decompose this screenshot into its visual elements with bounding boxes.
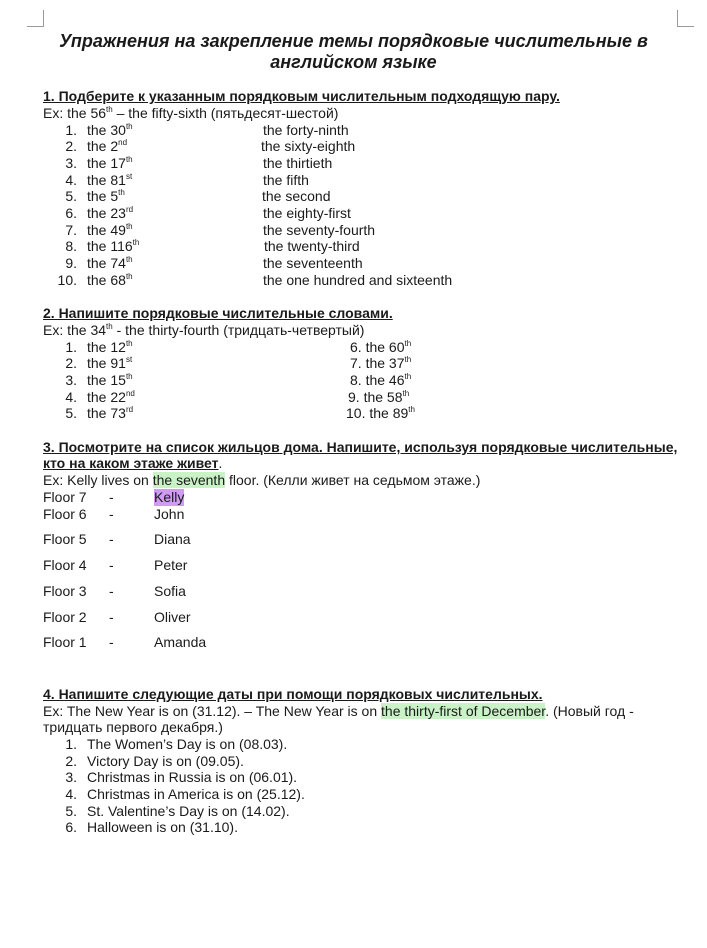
ordinal-number: the 5th: [87, 188, 125, 204]
floor-dash: -: [109, 489, 114, 505]
list-number: 2.: [65, 753, 77, 769]
ordinal-number: the 12th: [87, 339, 133, 355]
floor-label: Floor 3: [43, 583, 87, 599]
ordinal-word-match: the seventeenth: [263, 255, 363, 271]
ordinal-number: the 15th: [87, 372, 133, 388]
date-sentence: Victory Day is on (09.05).: [87, 753, 244, 769]
ordinal-word-match: the seventy-fourth: [263, 222, 376, 238]
ordinal-word-match: the thirtieth: [263, 155, 333, 171]
exercise-1-heading: 1. Подберите к указанным порядковым числительным подходящую пару.: [43, 88, 560, 104]
list-number: 1.: [65, 339, 77, 355]
ordinal-word-match: the second: [262, 188, 331, 204]
highlighted-answer: the thirty-first of December: [381, 703, 546, 719]
exercise-4-heading: 4. Напишите следующие даты при помощи порядковых числительных.: [43, 686, 543, 702]
ordinal-number: 9. the 58th: [348, 389, 410, 405]
floor-label: Floor 4: [43, 557, 87, 573]
date-sentence: St. Valentine’s Day is on (14.02).: [87, 803, 290, 819]
ordinal-number: the 49th: [87, 222, 133, 238]
ordinal-number: the 74th: [87, 255, 133, 271]
list-number: 2.: [65, 138, 77, 154]
floor-dash: -: [109, 583, 114, 599]
exercise-1-example: Ex: the 56th – the fifty-sixth (пятьдесят-шестой): [43, 105, 339, 121]
ordinal-number: 6. the 60th: [350, 339, 412, 355]
list-number: 7.: [65, 222, 77, 238]
date-sentence: Halloween is on (31.10).: [87, 819, 238, 835]
ordinal-number: the 68th: [87, 272, 133, 288]
ordinal-number: 8. the 46th: [350, 372, 412, 388]
exercise-4-example-line2: тридцать первого декабря.): [43, 719, 223, 735]
floor-label: Floor 7: [43, 489, 87, 505]
list-number: 6.: [65, 205, 77, 221]
list-number: 5.: [65, 405, 77, 421]
floor-dash: -: [109, 506, 114, 522]
list-number: 4.: [65, 172, 77, 188]
exercise-2-heading: 2. Напишите порядковые числительные словами.: [43, 305, 393, 321]
exercise-3-example: Ex: Kelly lives on the seventh floor. (Келли живет на седьмом этаже.): [43, 472, 481, 488]
resident-name: Sofia: [154, 583, 186, 599]
page-title-line1: Упражнения на закрепление темы порядковые числительные в: [59, 31, 648, 51]
ordinal-number: the 81st: [87, 172, 133, 188]
page-title-line2: английском языке: [270, 52, 437, 72]
exercise-3-heading-line2: кто на каком этаже живет.: [43, 455, 223, 471]
list-number: 1.: [65, 122, 77, 138]
exercise-2-example: Ex: the 34th - the thirty-fourth (тридцать-четвертый): [43, 322, 365, 338]
ordinal-word-match: the twenty-third: [264, 238, 360, 254]
ordinal-number: the 91st: [87, 355, 133, 371]
ordinal-number: the 73rd: [87, 405, 134, 421]
ordinal-number: 10. the 89th: [346, 405, 415, 421]
resident-name: John: [154, 506, 185, 522]
date-sentence: Christmas in Russia is on (06.01).: [87, 769, 298, 785]
floor-label: Floor 1: [43, 634, 87, 650]
floor-dash: -: [109, 557, 114, 573]
resident-name: Diana: [154, 531, 191, 547]
list-number: 6.: [65, 819, 77, 835]
list-number: 1.: [65, 736, 77, 752]
ordinal-number: the 116th: [87, 238, 140, 254]
floor-dash: -: [109, 531, 114, 547]
list-number: 3.: [65, 155, 77, 171]
floor-dash: -: [109, 634, 114, 650]
list-number: 5.: [65, 803, 77, 819]
resident-name: Peter: [154, 557, 188, 573]
ordinal-word-match: the sixty-eighth: [261, 138, 356, 154]
floor-label: Floor 5: [43, 531, 87, 547]
list-number: 3.: [65, 769, 77, 785]
date-sentence: Christmas in America is on (25.12).: [87, 786, 305, 802]
exercise-3-heading-line1: 3. Посмотрите на список жильцов дома. Напишите, используя порядковые числительные,: [43, 439, 678, 455]
ordinal-number: 7. the 37th: [350, 355, 412, 371]
resident-name: Oliver: [154, 609, 191, 625]
highlighted-answer: the seventh: [152, 472, 226, 488]
crop-mark-left: [27, 10, 44, 27]
ordinal-number: the 22nd: [87, 389, 135, 405]
list-number: 5.: [65, 188, 77, 204]
ordinal-word-match: the eighty-first: [263, 205, 351, 221]
list-number: 2.: [65, 355, 77, 371]
ordinal-word-match: the forty-ninth: [263, 122, 349, 138]
ordinal-number: the 23rd: [87, 205, 134, 221]
list-number: 9.: [65, 255, 77, 271]
floor-dash: -: [109, 609, 114, 625]
list-number: 3.: [65, 372, 77, 388]
list-number: 4.: [65, 786, 77, 802]
ordinal-word-match: the one hundred and sixteenth: [263, 272, 453, 288]
ordinal-number: the 30th: [87, 122, 133, 138]
floor-label: Floor 2: [43, 609, 87, 625]
exercise-4-example: Ex: The New Year is on (31.12). – The New Year is on the thirty-first of December. (Новый год -: [43, 703, 634, 719]
ordinal-number: the 2nd: [87, 138, 128, 154]
resident-name: Amanda: [154, 634, 207, 650]
date-sentence: The Women’s Day is on (08.03).: [87, 736, 288, 752]
crop-mark-right: [677, 10, 694, 27]
list-number: 8.: [65, 238, 77, 254]
list-number: 4.: [65, 389, 77, 405]
floor-label: Floor 6: [43, 506, 87, 522]
ordinal-word-match: the fifth: [263, 172, 309, 188]
list-number: 10.: [57, 272, 77, 288]
ordinal-number: the 17th: [87, 155, 133, 171]
resident-name: Kelly: [154, 489, 185, 505]
